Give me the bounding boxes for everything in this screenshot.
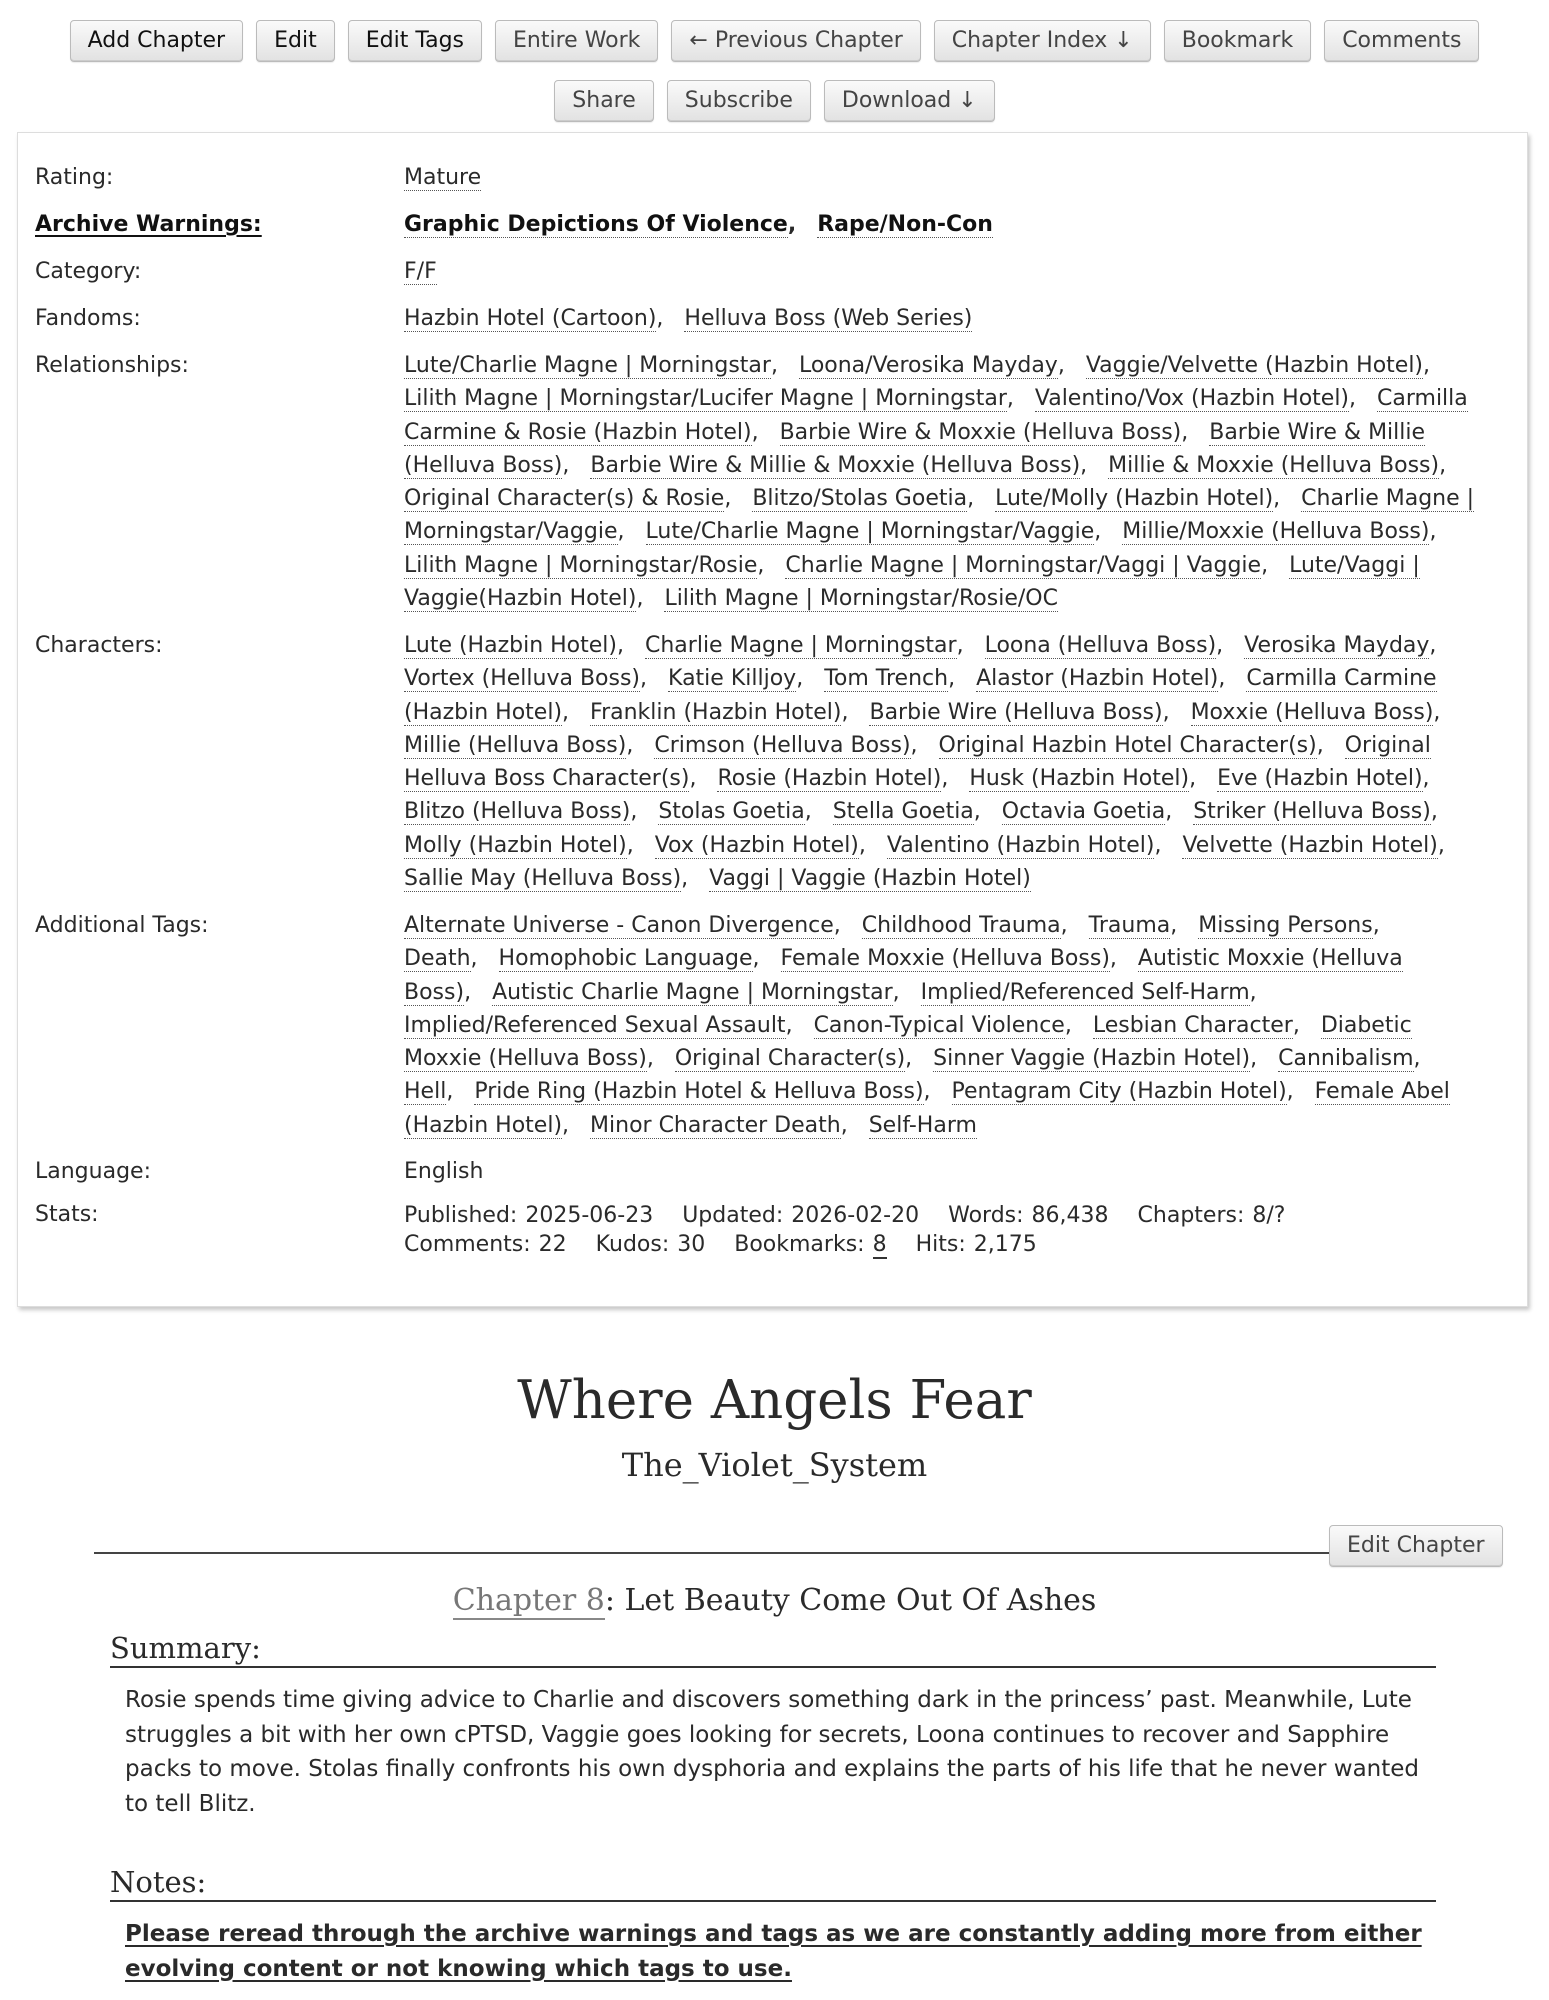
tag-separator: , xyxy=(1429,633,1437,658)
tag-link[interactable]: Barbie Wire (Helluva Boss) xyxy=(869,699,1163,725)
tag-link[interactable]: Mature xyxy=(404,165,482,190)
tag-separator: , xyxy=(1109,946,1117,972)
tag-link[interactable]: Franklin (Hazbin Hotel) xyxy=(590,699,842,725)
tag-separator: , xyxy=(1250,1046,1258,1072)
category-tags xyxy=(404,255,1477,288)
tag-link[interactable]: Autistic Charlie Magne | Morningstar xyxy=(492,979,893,1005)
tag-separator: , xyxy=(636,586,644,612)
hits-label: Hits: xyxy=(915,1232,966,1257)
tag-separator: , xyxy=(841,699,849,725)
tag-separator: , xyxy=(630,799,638,825)
tag-link[interactable]: Millie (Helluva Boss) xyxy=(404,732,627,758)
tag-link[interactable]: Valentino (Hazbin Hotel) xyxy=(886,832,1155,858)
chapters-value: 8/? xyxy=(1252,1203,1286,1228)
tag-link[interactable]: Rape/Non-Con xyxy=(817,212,993,237)
tag-separator: , xyxy=(967,486,975,512)
tag-link[interactable]: Blitzo/Stolas Goetia xyxy=(752,486,968,512)
tag-separator: , xyxy=(470,946,478,972)
tag-link[interactable]: Vaggi | Vaggie (Hazbin Hotel) xyxy=(709,866,1031,892)
tag-link[interactable]: Autistic Moxxie (Helluva Boss) xyxy=(404,946,1403,1005)
additional-tags-label: Additional Tags: xyxy=(35,913,209,938)
tag-separator: , xyxy=(617,519,625,545)
tag-link[interactable]: Vaggie/Velvette (Hazbin Hotel) xyxy=(1085,353,1424,378)
tag-separator: , xyxy=(1181,419,1189,445)
tag-link[interactable]: Pentagram City (Hazbin Hotel) xyxy=(951,1079,1287,1105)
tag-link[interactable]: Lute/Charlie Magne | Morningstar/Vaggie xyxy=(645,519,1095,545)
tag-separator: , xyxy=(804,799,812,825)
tag-link[interactable]: Lute/Charlie Magne | Morningstar xyxy=(404,353,771,378)
hits-value: 2,175 xyxy=(973,1232,1037,1257)
tag-link[interactable]: Pride Ring (Hazbin Hotel & Helluva Boss) xyxy=(474,1079,924,1105)
tag-link[interactable]: Trauma xyxy=(1088,913,1171,938)
tag-link[interactable]: Childhood Trauma xyxy=(861,913,1061,938)
subscribe-button[interactable]: Subscribe xyxy=(667,80,811,122)
tag-separator: , xyxy=(1433,699,1441,725)
nav-row-secondary xyxy=(0,80,1549,122)
tag-link[interactable]: Original Character(s) & Rosie xyxy=(404,486,725,512)
tag-separator: , xyxy=(905,1046,913,1072)
tag-link[interactable]: Loona (Helluva Boss) xyxy=(984,633,1217,658)
tag-link[interactable]: Octavia Goetia xyxy=(1001,799,1166,825)
tag-separator: , xyxy=(757,552,765,578)
tag-link[interactable]: Lilith Magne | Morningstar/Rosie xyxy=(404,552,758,578)
tag-separator: , xyxy=(892,979,900,1005)
warnings-tags xyxy=(404,208,1477,241)
updated-value: 2026-02-20 xyxy=(791,1203,920,1228)
tag-link[interactable]: Implied/Referenced Sexual Assault xyxy=(404,1012,786,1038)
tag-separator: , xyxy=(1349,386,1357,412)
tag-link[interactable]: Velvette (Hazbin Hotel) xyxy=(1182,832,1438,858)
tag-link[interactable]: Original Hazbin Hotel Character(s) xyxy=(938,732,1317,758)
work-meta-box xyxy=(17,132,1528,1307)
tag-link[interactable]: Implied/Referenced Self-Harm xyxy=(920,979,1250,1005)
edit-chapter-button[interactable]: Edit Chapter xyxy=(1329,1525,1503,1567)
tag-separator: , xyxy=(787,212,797,237)
fandoms-label: Fandoms: xyxy=(35,306,141,331)
chapter-title xyxy=(0,1581,1549,1621)
tag-link[interactable]: Cannibalism xyxy=(1278,1046,1414,1072)
tag-link[interactable]: Original Helluva Boss Character(s) xyxy=(404,732,1431,792)
tag-separator: , xyxy=(1439,452,1447,478)
edit-tags-button[interactable]: Edit Tags xyxy=(348,20,482,62)
tag-separator: , xyxy=(1064,1012,1072,1038)
category-label: Category: xyxy=(35,259,142,284)
tag-link[interactable]: Moxxie (Helluva Boss) xyxy=(1190,699,1434,725)
previous-chapter-button[interactable]: ← Previous Chapter xyxy=(671,20,920,62)
tag-separator: , xyxy=(656,306,664,331)
tag-link[interactable]: Vox (Hazbin Hotel) xyxy=(654,832,859,858)
tag-separator: , xyxy=(724,486,732,512)
tag-separator: , xyxy=(785,1012,793,1038)
tag-separator: , xyxy=(1216,633,1224,658)
tag-link[interactable]: Loona/Verosika Mayday xyxy=(798,353,1058,378)
chapter-divider xyxy=(94,1552,1334,1554)
tag-separator: , xyxy=(689,766,697,792)
chapter-index-button[interactable]: Chapter Index ↓ xyxy=(934,20,1151,62)
work-navigation xyxy=(0,0,1549,122)
bookmarks-count-link[interactable]: 8 xyxy=(872,1232,887,1257)
tag-link[interactable]: Verosika Mayday xyxy=(1244,633,1430,658)
tag-link[interactable]: Blitzo (Helluva Boss) xyxy=(404,799,631,825)
tag-separator: , xyxy=(1372,913,1380,938)
tag-separator: , xyxy=(1057,353,1065,378)
chapter-title-text: : Let Beauty Come Out Of Ashes xyxy=(604,1583,1097,1618)
tag-separator: , xyxy=(833,913,841,938)
stats-values xyxy=(404,1201,1477,1259)
nav-row-primary xyxy=(0,20,1549,62)
notes-text: Please reread through the archive warnings and tags as we are constantly adding more from either evolving content or not knowing which tags to use. xyxy=(125,1921,1422,1982)
tag-link[interactable]: Minor Character Death xyxy=(590,1112,841,1138)
tag-link[interactable]: Death xyxy=(404,946,471,972)
chapter-link[interactable]: Chapter 8 xyxy=(452,1583,605,1618)
tag-separator: , xyxy=(770,353,778,378)
tag-link[interactable]: Female Moxxie (Helluva Boss) xyxy=(780,946,1110,972)
edit-button[interactable]: Edit xyxy=(256,20,335,62)
stats-line-2 xyxy=(404,1230,1477,1259)
tag-link[interactable]: Barbie Wire & Moxxie (Helluva Boss) xyxy=(779,419,1182,445)
rating-tags xyxy=(404,161,1477,194)
rating-label: Rating: xyxy=(35,165,114,190)
entire-work-button[interactable]: Entire Work xyxy=(495,20,658,62)
comments-button[interactable]: Comments xyxy=(1324,20,1479,62)
tag-link[interactable]: Diabetic Moxxie (Helluva Boss) xyxy=(404,1012,1412,1072)
tag-separator: , xyxy=(1422,766,1430,792)
tag-link[interactable]: Female Abel (Hazbin Hotel) xyxy=(404,1079,1450,1138)
tag-separator: , xyxy=(626,832,634,858)
share-button[interactable]: Share xyxy=(554,80,654,122)
tag-link[interactable]: Self-Harm xyxy=(868,1112,977,1138)
published-value: 2025-06-23 xyxy=(525,1203,654,1228)
tag-separator: , xyxy=(1249,979,1257,1005)
tag-link[interactable]: Alastor (Hazbin Hotel) xyxy=(976,666,1219,692)
tag-separator: , xyxy=(1094,519,1102,545)
tag-link[interactable]: Charlie Magne | Morningstar xyxy=(645,633,957,658)
tag-link[interactable]: Sallie May (Helluva Boss) xyxy=(404,866,682,892)
tag-link[interactable]: Millie & Moxxie (Helluva Boss) xyxy=(1108,452,1440,478)
tag-link[interactable]: Rosie (Hazbin Hotel) xyxy=(717,766,942,792)
archive-warnings-label[interactable]: Archive Warnings: xyxy=(35,212,262,237)
tag-separator: , xyxy=(858,832,866,858)
tag-separator: , xyxy=(562,452,570,478)
words-label: Words: xyxy=(948,1203,1024,1228)
tag-separator: , xyxy=(617,633,624,658)
freeform-tags xyxy=(404,909,1477,1142)
tag-separator: , xyxy=(1413,1046,1421,1072)
updated-label: Updated: xyxy=(682,1203,784,1228)
tag-separator: , xyxy=(1429,519,1437,545)
tag-link[interactable]: Lute/Molly (Hazbin Hotel) xyxy=(995,486,1274,512)
bookmark-button[interactable]: Bookmark xyxy=(1164,20,1311,62)
tag-separator: , xyxy=(1423,353,1431,378)
summary-heading: Summary: xyxy=(110,1630,1436,1668)
tag-link[interactable]: Hazbin Hotel (Cartoon) xyxy=(404,306,657,331)
tag-separator: , xyxy=(1170,913,1178,938)
tag-separator: , xyxy=(446,1079,454,1105)
tag-link[interactable]: Helluva Boss (Web Series) xyxy=(684,306,973,331)
tag-link[interactable]: Barbie Wire & Millie & Moxxie (Helluva Boss) xyxy=(590,452,1081,478)
tag-link[interactable]: Striker (Helluva Boss) xyxy=(1193,799,1431,825)
tag-separator: , xyxy=(910,732,918,758)
tag-link[interactable]: Lute/Vaggi | Vaggie(Hazbin Hotel) xyxy=(404,552,1420,612)
tag-separator: , xyxy=(681,866,689,892)
relationship-tags xyxy=(404,349,1477,615)
tag-link[interactable]: Stolas Goetia xyxy=(658,799,805,825)
tag-link[interactable]: Original Character(s) xyxy=(674,1046,906,1072)
kudos-label: Kudos: xyxy=(595,1232,670,1257)
tag-link[interactable]: Barbie Wire & Millie (Helluva Boss) xyxy=(404,419,1426,478)
author-name[interactable]: The_Violet_System xyxy=(621,1446,928,1484)
tag-separator: , xyxy=(1162,699,1170,725)
tag-separator: , xyxy=(562,699,570,725)
character-tags xyxy=(404,629,1477,895)
tag-link[interactable]: Katie Killjoy xyxy=(668,666,797,692)
tag-link[interactable]: Hell xyxy=(404,1079,447,1105)
tag-separator: , xyxy=(923,1079,931,1105)
tag-separator: , xyxy=(646,1046,654,1072)
tag-link[interactable]: Lute (Hazbin Hotel) xyxy=(404,633,617,658)
stats-line-1 xyxy=(404,1201,1477,1230)
download-button[interactable]: Download ↓ xyxy=(824,80,995,122)
tag-separator: , xyxy=(1430,799,1438,825)
tag-separator: , xyxy=(1292,1012,1300,1038)
tag-link[interactable]: Husk (Hazbin Hotel) xyxy=(969,766,1190,792)
tag-separator: , xyxy=(973,799,981,825)
comments-label: Comments: xyxy=(404,1232,531,1257)
tag-separator: , xyxy=(840,1112,848,1138)
tag-separator: , xyxy=(796,666,804,692)
words-value: 86,438 xyxy=(1031,1203,1109,1228)
comments-value: 22 xyxy=(538,1232,567,1257)
tag-link[interactable]: Stella Goetia xyxy=(832,799,974,825)
notes-heading: Notes: xyxy=(110,1864,1436,1902)
tag-link[interactable]: Valentino/Vox (Hazbin Hotel) xyxy=(1034,386,1350,412)
tag-separator: , xyxy=(956,633,964,658)
tag-separator: , xyxy=(1286,1079,1294,1105)
work-title: Where Angels Fear xyxy=(517,1370,1032,1431)
tag-separator: , xyxy=(948,666,956,692)
stats-label: Stats: xyxy=(35,1202,99,1227)
tag-separator: , xyxy=(1189,766,1197,792)
language-value: English xyxy=(404,1159,484,1184)
tag-separator: , xyxy=(562,1112,570,1138)
chapters-label: Chapters: xyxy=(1137,1203,1245,1228)
tag-link[interactable]: Charlie Magne | Morningstar/Vaggie xyxy=(404,486,1475,545)
tag-separator: , xyxy=(1218,666,1226,692)
tag-link[interactable]: Alternate Universe - Canon Divergence xyxy=(404,913,834,938)
tag-separator: , xyxy=(1060,913,1068,938)
tag-separator: , xyxy=(1080,452,1088,478)
tag-separator: , xyxy=(1261,552,1269,578)
tag-link[interactable]: Charlie Magne | Morningstar/Vaggi | Vaggie xyxy=(785,552,1262,578)
tag-link[interactable]: Molly (Hazbin Hotel) xyxy=(404,832,627,858)
tag-link[interactable]: Eve (Hazbin Hotel) xyxy=(1217,766,1423,792)
add-chapter-button[interactable]: Add Chapter xyxy=(70,20,244,62)
tag-separator: , xyxy=(464,979,472,1005)
tag-separator: , xyxy=(1154,832,1162,858)
tag-separator: , xyxy=(941,766,949,792)
bookmarks-label: Bookmarks: xyxy=(734,1232,865,1257)
tag-separator: , xyxy=(626,732,634,758)
characters-label: Characters: xyxy=(35,633,163,658)
tag-link[interactable]: Carmilla Carmine (Hazbin Hotel) xyxy=(404,666,1437,725)
tag-link[interactable]: Carmilla Carmine & Rosie (Hazbin Hotel) xyxy=(404,386,1468,445)
tag-link[interactable]: F/F xyxy=(404,259,437,284)
relationships-label: Relationships: xyxy=(35,353,189,378)
tag-link[interactable]: Lesbian Character xyxy=(1092,1012,1293,1038)
fandom-tags xyxy=(404,302,1477,335)
tag-separator: , xyxy=(1165,799,1173,825)
tag-link[interactable]: Crimson (Helluva Boss) xyxy=(654,732,911,758)
tag-link[interactable]: Sinner Vaggie (Hazbin Hotel) xyxy=(933,1046,1251,1072)
tag-link[interactable]: Lilith Magne | Morningstar/Lucifer Magne | Morningstar xyxy=(404,386,1007,412)
summary-text: Rosie spends time giving advice to Charlie and discovers something dark in the princess’ past. Meanwhile, Lute struggles a bit with her own cPTSD, Vaggie goes looking for secrets, Loona continues to recover and Sapphire packs to move. Stolas finally confronts his own dysphoria and explains the parts of his life that he never wanted to tell Blitz. xyxy=(125,1687,1420,1817)
kudos-value: 30 xyxy=(677,1232,706,1257)
tag-separator: , xyxy=(752,946,760,972)
tag-link[interactable]: Missing Persons xyxy=(1198,913,1373,938)
tag-separator: , xyxy=(751,419,759,445)
published-label: Published: xyxy=(404,1203,518,1228)
tag-separator: , xyxy=(1273,486,1281,512)
tag-link[interactable]: Millie/Moxxie (Helluva Boss) xyxy=(1122,519,1430,545)
tag-link[interactable]: Canon-Typical Violence xyxy=(813,1012,1065,1038)
tag-link[interactable]: Graphic Depictions Of Violence xyxy=(404,212,788,237)
tag-link[interactable]: Homophobic Language xyxy=(498,946,753,972)
tag-link[interactable]: Vortex (Helluva Boss) xyxy=(404,666,641,692)
tag-separator: , xyxy=(1006,386,1014,412)
tag-separator: , xyxy=(640,666,648,692)
tag-separator: , xyxy=(1437,832,1445,858)
language-label: Language: xyxy=(35,1159,151,1184)
tag-link[interactable]: Tom Trench xyxy=(824,666,949,692)
tag-link[interactable]: Lilith Magne | Morningstar/Rosie/OC xyxy=(664,586,1058,612)
tag-separator: , xyxy=(1316,732,1324,758)
